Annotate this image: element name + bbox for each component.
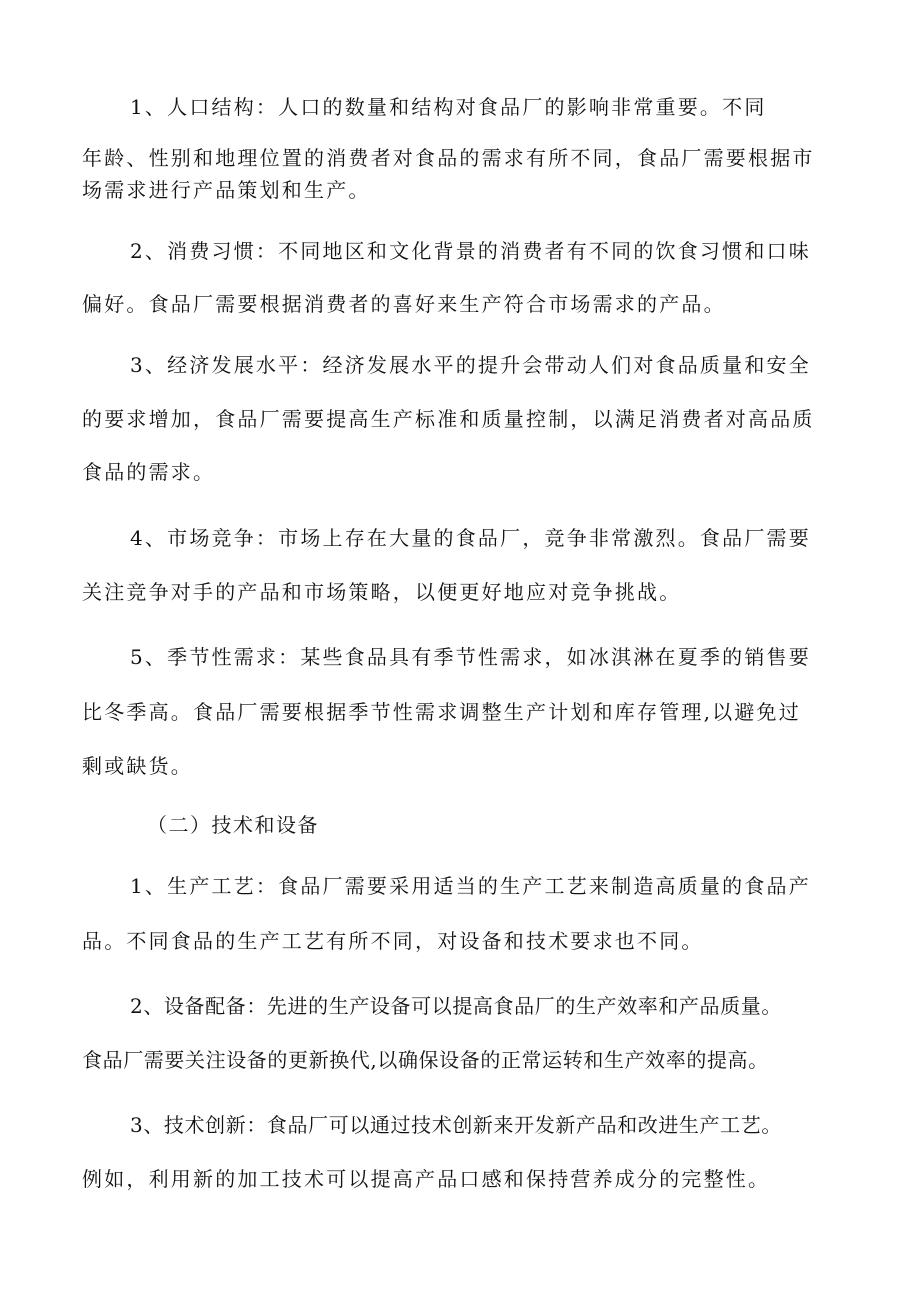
paragraph-6-line-1: 1、生产工艺：食品厂需要采用适当的生产工艺来制造高质量的食品产 (130, 874, 811, 898)
paragraph-1-line-1: 1、人口结构：人口的数量和结构对食品厂的影响非常重要。不同 (130, 95, 767, 119)
paragraph-5-line-2: 比冬季高。食品厂需要根据季节性需求调整生产计划和库存管理,以避免过 (82, 700, 801, 724)
paragraph-6-line-2: 品。不同食品的生产工艺有所不同，对设备和技术要求也不同。 (82, 929, 704, 953)
paragraph-4-line-1: 4、市场竞争：市场上存在大量的食品厂，竞争非常激烈。食品厂需要 (130, 526, 811, 550)
section-heading: （二）技术和设备 (147, 813, 319, 837)
paragraph-4-line-2: 关注竞争对手的产品和市场策略，以便更好地应对竞争挑战。 (82, 580, 682, 604)
paragraph-2-line-2: 偏好。食品厂需要根据消费者的喜好来生产符合市场需求的产品。 (82, 292, 726, 316)
paragraph-5-line-3: 剩或缺货。 (82, 754, 193, 778)
paragraph-7-line-2: 食品厂需要关注设备的更新换代,以确保设备的正常运转和生产效率的提高。 (82, 1048, 769, 1072)
paragraph-8-line-1: 3、技术创新：食品厂可以通过技术创新来开发新产品和改进生产工艺。 (130, 1113, 782, 1137)
paragraph-3-line-3: 食品的需求。 (82, 460, 216, 484)
paragraph-5-line-1: 5、季节性需求：某些食品具有季节性需求，如冰淇淋在夏季的销售要 (130, 645, 811, 669)
paragraph-3-line-1: 3、经济发展水平：经济发展水平的提升会带动人们对食品质量和安全 (130, 353, 811, 377)
paragraph-1-line-2: 年龄、性别和地理位置的消费者对食品的需求有所不同，食品厂需要根据市 (82, 146, 815, 170)
paragraph-1-line-3: 场需求进行产品策划和生产。 (82, 178, 371, 202)
paragraph-3-line-2: 的要求增加，食品厂需要提高生产标准和质量控制，以满足消费者对高品质 (82, 407, 815, 431)
paragraph-7-line-1: 2、设备配备：先进的生产设备可以提高食品厂的生产效率和产品质量。 (130, 994, 782, 1018)
paragraph-2-line-1: 2、消费习惯：不同地区和文化背景的消费者有不同的饮食习惯和口味 (130, 239, 811, 263)
paragraph-8-line-2: 例如，利用新的加工技术可以提高产品口感和保持营养成分的完整性。 (82, 1167, 771, 1191)
